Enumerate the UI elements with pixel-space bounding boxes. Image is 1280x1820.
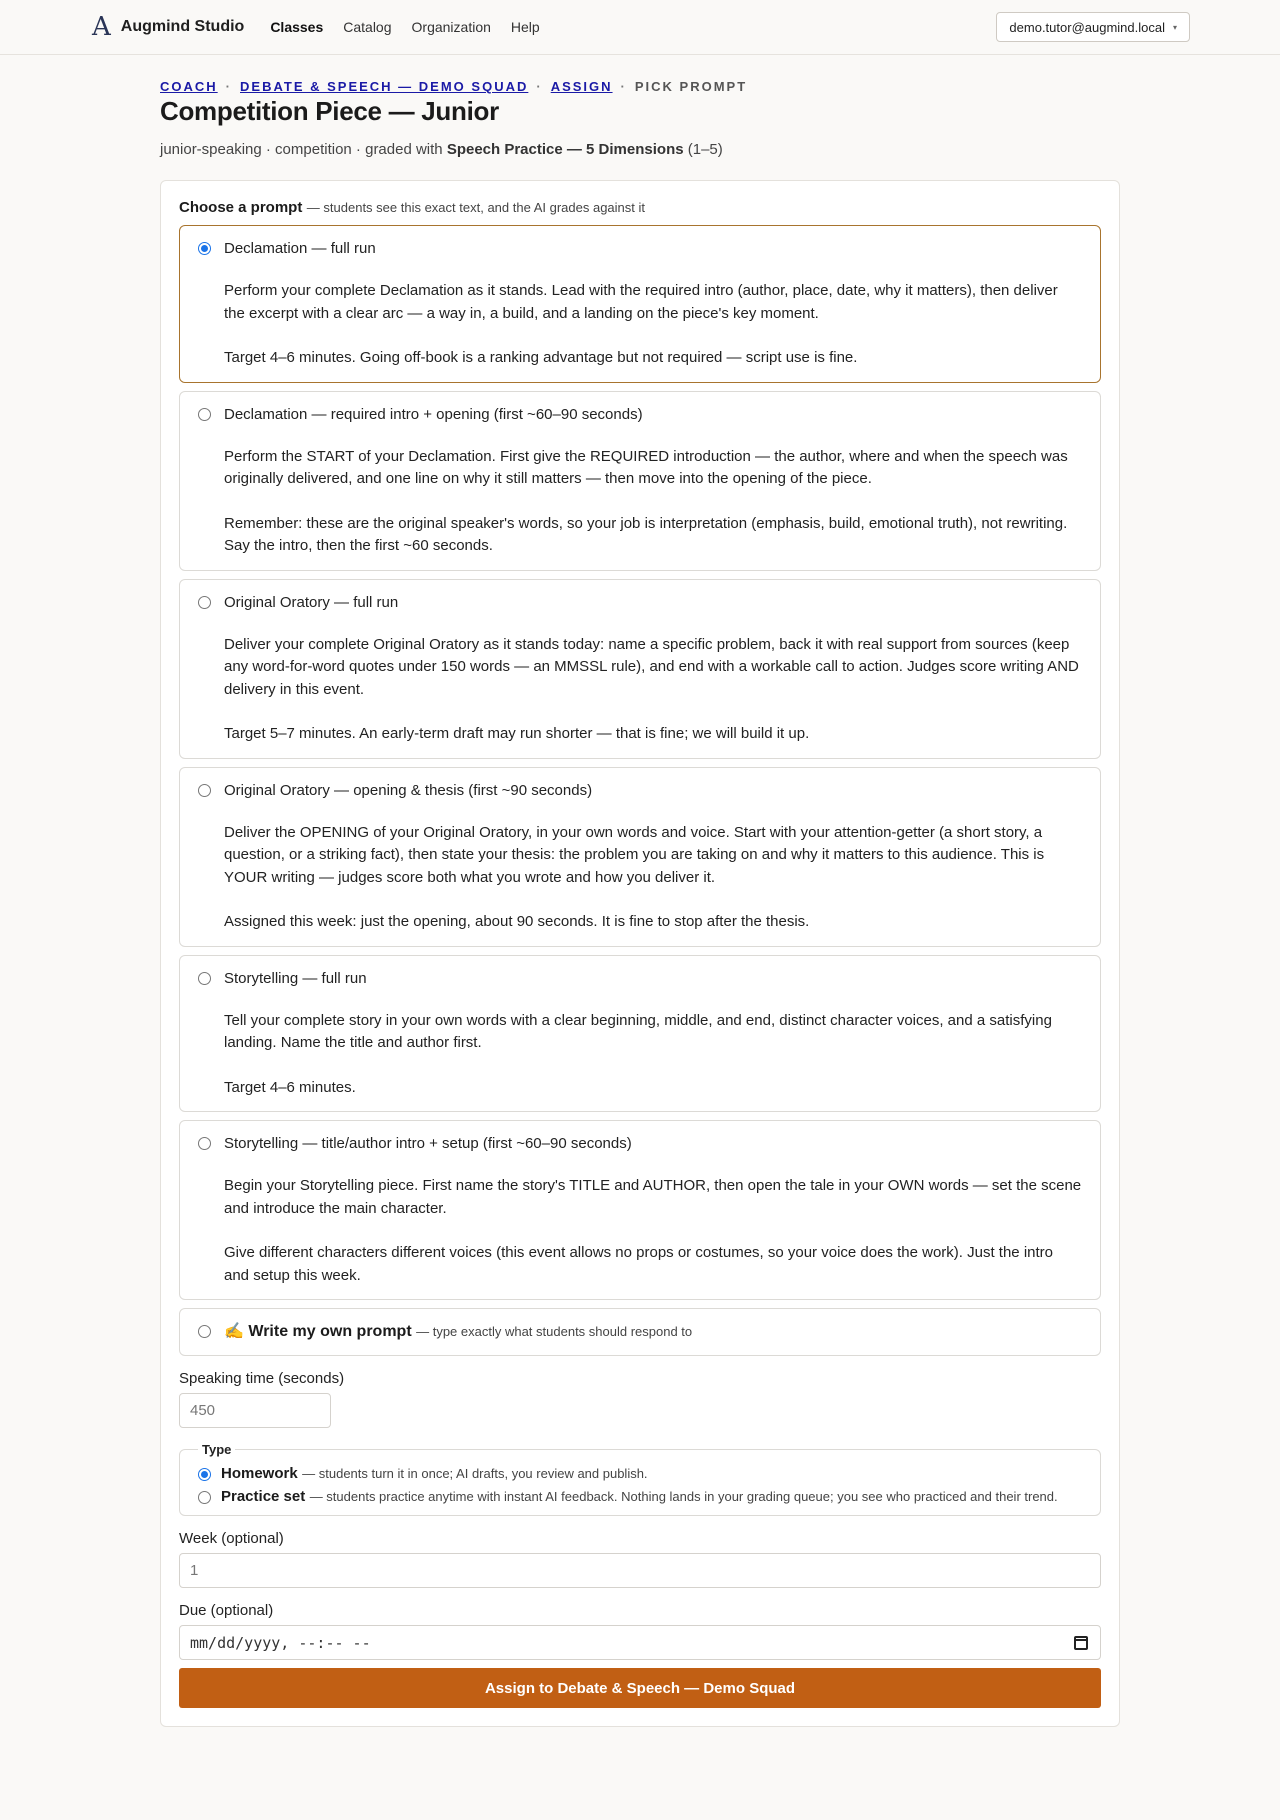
prompt-option-body (198, 280, 1082, 370)
week-label: Week (optional) (179, 1530, 284, 1547)
page-title: Competition Piece — Junior (160, 96, 499, 126)
custom-prompt-hint: — type exactly what students should respond to (416, 1324, 693, 1339)
assignment-type-legend: Type (202, 1442, 232, 1457)
custom-prompt-title: Write my own prompt (248, 1323, 412, 1340)
prompt-chooser-heading (179, 199, 1101, 217)
prompt-option-text: Target 4–6 minutes. (224, 1078, 356, 1096)
prompt-option-body (198, 1010, 1082, 1100)
prompt-option-body (198, 822, 1082, 934)
calendar-icon[interactable] (1074, 1636, 1088, 1650)
nav-link-classes[interactable]: Classes (270, 19, 324, 35)
top-navbar (0, 0, 1280, 55)
prompt-option-title: Declamation — full run (224, 240, 376, 257)
brand[interactable] (92, 14, 270, 40)
prompt-radio[interactable] (198, 408, 211, 421)
prompt-option[interactable] (179, 955, 1101, 1113)
prompt-radio[interactable] (198, 596, 211, 609)
week-input[interactable] (179, 1553, 1101, 1588)
user-email: demo.tutor@augmind.local (1009, 19, 1165, 35)
prompt-option-title: Original Oratory — opening & thesis (first ~90 seconds) (224, 781, 593, 799)
prompt-option-title: Storytelling — title/author intro + setup (first ~60–90 seconds) (224, 1135, 632, 1152)
speaking-time-placeholder: 450 (190, 1402, 216, 1419)
nav-link-catalog[interactable]: Catalog (343, 19, 392, 35)
prompt-radio[interactable] (198, 972, 211, 985)
prompt-option-text: Remember: these are the original speaker's words, so your job is interpretation (emphasis, build, emotional truth), not rewriting. Say the intro, then the first ~60 seconds. (224, 514, 1068, 554)
main-nav (270, 19, 539, 35)
prompt-option-title: Storytelling — full run (224, 969, 367, 987)
custom-prompt-option[interactable] (179, 1308, 1101, 1356)
prompt-option[interactable] (179, 767, 1101, 947)
type-option-hint: — students practice anytime with instant AI feedback. Nothing lands in your grading queue; you see who practiced and their trend. (309, 1489, 1058, 1504)
type-option-hint: — students turn it in once; AI drafts, you review and publish. (302, 1466, 648, 1481)
prompt-option-body (198, 446, 1082, 558)
rubric-name: Speech Practice — 5 Dimensions (446, 141, 684, 158)
prompt-option-title: Original Oratory — full run (224, 593, 399, 611)
prompt-option-body (198, 634, 1082, 746)
prompt-radio[interactable] (198, 242, 211, 255)
assign-form (160, 180, 1120, 1727)
writing-hand-icon: ✍️ (224, 1323, 244, 1340)
breadcrumb-class[interactable]: DEBATE & SPEECH — DEMO SQUAD (240, 79, 529, 94)
type-option-homework[interactable] (198, 1465, 1082, 1482)
type-option-label (221, 1488, 1058, 1505)
assignment-type-group (179, 1442, 1101, 1516)
week-placeholder: 1 (190, 1562, 199, 1579)
prompt-option-text: Deliver your complete Original Oratory as it stands today: name a specific problem, back it with real support from sources (keep any word-for-word quotes under 150 words — an MMSSL rule), and end with a workable call to action. Judges score writing AND delivery in this event. (224, 635, 1079, 698)
speaking-time-input[interactable] (179, 1393, 331, 1428)
type-option-title: Practice set (221, 1488, 306, 1505)
due-datetime-input[interactable] (179, 1625, 1101, 1660)
breadcrumb-separator: · (536, 79, 543, 94)
prompt-option-text: Begin your Storytelling piece. First name the story's TITLE and AUTHOR, then open the tale in your OWN words — set the scene and introduce the main character. (224, 1177, 1082, 1217)
prompt-option-body (198, 1175, 1082, 1287)
prompt-option-title: Declamation — required intro + opening (first ~60–90 seconds) (224, 405, 643, 423)
breadcrumb-separator: · (225, 79, 233, 94)
custom-prompt-label (224, 1321, 692, 1341)
prompt-option-text: Target 4–6 minutes. Going off-book is a ranking advantage but not required — script use is fine. (224, 349, 858, 366)
due-label: Due (optional) (179, 1602, 274, 1619)
type-radio[interactable] (198, 1468, 211, 1481)
type-radio[interactable] (198, 1491, 211, 1504)
prompt-option[interactable] (179, 1120, 1101, 1300)
prompt-option-text: Target 5–7 minutes. An early-term draft may run shorter — that is fine; we will build it up. (224, 725, 810, 742)
meta-tags: junior-speaking · competition (160, 141, 352, 158)
prompt-chooser-hint: — students see this exact text, and the AI grades against it (306, 200, 645, 215)
user-menu-button[interactable] (996, 12, 1190, 42)
speaking-time-label: Speaking time (seconds) (179, 1370, 345, 1387)
brand-name: Augmind Studio (120, 18, 245, 35)
type-option-label (221, 1465, 648, 1482)
prompt-option-text: Assigned this week: just the opening, about 90 seconds. It is fine to stop after the thesis. (224, 913, 810, 930)
meta-graded-with: · graded with (351, 141, 447, 158)
prompt-option-text: Perform your complete Declamation as it stands. Lead with the required intro (author, place, date, why it matters), then deliver the excerpt with a clear arc — a way in, a build, and a landing on the piece's key moment. (224, 282, 1058, 322)
prompt-option[interactable] (179, 579, 1101, 759)
assign-button[interactable]: Assign to Debate & Speech — Demo Squad (179, 1668, 1101, 1708)
prompt-option-text: Give different characters different voices (this event allows no props or costumes, so your voice does the work). Just the intro and setup this week. (224, 1244, 1053, 1284)
due-placeholder: mm/dd/yyyy, --:-- -- (190, 1633, 371, 1652)
prompt-option[interactable] (179, 391, 1101, 571)
prompt-option-text: Tell your complete story in your own words with a clear beginning, middle, and end, distinct character voices, and a satisfying landing. Name the title and author first. (224, 1011, 1052, 1051)
nav-link-organization[interactable]: Organization (411, 19, 491, 35)
augmind-logo-icon: A (92, 12, 111, 42)
breadcrumb-coach[interactable]: COACH (160, 79, 218, 94)
prompt-radio[interactable] (198, 1325, 211, 1338)
breadcrumb (160, 79, 1120, 94)
prompt-radio[interactable] (198, 1137, 211, 1150)
prompt-chooser-label: Choose a prompt (179, 199, 303, 216)
chevron-down-icon: ▾ (1172, 22, 1177, 32)
breadcrumb-separator: · (620, 79, 627, 94)
rubric-scale: (1–5) (687, 141, 723, 158)
nav-link-help[interactable]: Help (510, 19, 540, 35)
page-content (160, 55, 1120, 1727)
page-meta (160, 141, 1120, 158)
prompt-option-text: Perform the START of your Declamation. First give the REQUIRED introduction — the author, where and when the speech was originally delivered, and one line on why it still matters — then move into the opening of the piece. (224, 447, 1068, 487)
breadcrumb-assign[interactable]: ASSIGN (550, 79, 613, 94)
breadcrumb-current: PICK PROMPT (634, 79, 748, 94)
prompt-radio[interactable] (198, 784, 211, 797)
prompt-option-text: Deliver the OPENING of your Original Oratory, in your own words and voice. Start with your attention-getter (a short story, a question, or a striking fact), then state your thesis: the problem you are taking on and why it matters to this audience. This is YOUR writing — judges score both what you wrote and how you deliver it. (224, 823, 1045, 886)
type-option-practice-set[interactable] (198, 1488, 1082, 1505)
prompt-option[interactable] (179, 225, 1101, 383)
type-option-title: Homework (221, 1465, 298, 1482)
